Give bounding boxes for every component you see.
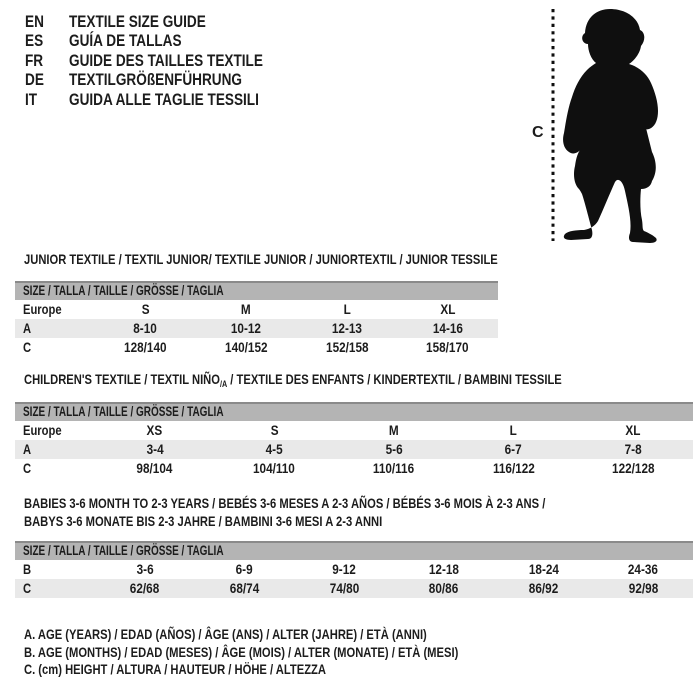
table-row-age-years (15, 440, 693, 459)
language-row-fr (25, 51, 311, 70)
table-row-height-cm (15, 579, 693, 598)
table-row-age-months (15, 560, 693, 579)
age-cell: 12-13 (331, 320, 362, 336)
size-cell: XL (440, 301, 456, 317)
table-row-height-cm (15, 338, 498, 357)
height-cell: 140/152 (224, 339, 268, 355)
size-header-bar: SIZE / TALLA / TAILLE / GRÖSSE / TAGLIA (15, 541, 693, 560)
table-row-europe (15, 300, 498, 319)
height-cell: 74/80 (329, 580, 359, 596)
language-label: GUIDE DES TAILLES TEXTILE (69, 50, 263, 70)
row-label: B (23, 561, 32, 577)
height-cell: 62/68 (130, 580, 160, 596)
height-cell: 80/86 (429, 580, 459, 596)
height-measure-label: C (532, 124, 544, 141)
age-cell: 9-12 (332, 561, 356, 577)
height-cell: 110/116 (373, 460, 415, 476)
size-cell: S (270, 422, 279, 438)
row-label: A (23, 441, 32, 457)
language-label: GUÍA DE TALLAS (69, 31, 182, 51)
size-header-bar: SIZE / TALLA / TAILLE / GRÖSSE / TAGLIA (15, 281, 498, 300)
row-label: C (23, 460, 32, 476)
height-cell: 104/110 (253, 460, 296, 476)
junior-size-table (15, 281, 498, 357)
age-cell: 3-4 (146, 441, 164, 457)
legend-age-months: B. AGE (MONTHS) / EDAD (MESES) / ÂGE (MOIS) / ALTER (MONATE) / ETÀ (MESI) (24, 643, 459, 660)
age-cell: 4-5 (265, 441, 283, 457)
toddler-silhouette-icon (563, 9, 658, 243)
age-cell: 6-7 (505, 441, 523, 457)
language-row-de (25, 70, 311, 89)
age-cell: 12-18 (428, 561, 459, 577)
age-cell: 7-8 (624, 441, 642, 457)
height-cell: 86/92 (528, 580, 559, 596)
age-cell: 24-36 (628, 561, 659, 577)
height-cell: 116/122 (492, 460, 535, 476)
size-cell: M (389, 422, 399, 438)
row-label: Europe (23, 301, 62, 317)
row-label: A (23, 320, 32, 336)
language-code: EN (25, 12, 44, 31)
babies-size-table (15, 541, 693, 598)
age-cell: 14-16 (432, 320, 463, 336)
row-label: C (23, 339, 32, 355)
language-row-it (25, 90, 311, 109)
age-cell: 18-24 (528, 561, 559, 577)
height-cell: 158/170 (426, 339, 469, 355)
row-label: C (23, 580, 32, 596)
age-cell: 10-12 (231, 320, 262, 336)
row-label: Europe (23, 422, 62, 438)
title-subscript: /A (219, 379, 228, 389)
section-title-babies: BABIES 3-6 MONTH TO 2-3 YEARS / BEBÉS 3-6 MESES A 2-3 AÑOS / BÉBÉS 3-6 MOIS À 2-3 ANS / BABYS 3-6 MONATE BIS 2-3 JAHRE / BAMBINI 3-6 MESI A 2-3 ANNI (24, 495, 546, 529)
size-cell: L (343, 301, 351, 317)
height-cell: 68/74 (229, 580, 260, 596)
section-title-junior: JUNIOR TEXTILE / TEXTIL JUNIOR/ TEXTILE JUNIOR / JUNIORTEXTIL / JUNIOR TESSILE (24, 251, 498, 267)
language-row-en (25, 12, 311, 31)
age-cell: 8-10 (133, 320, 158, 336)
size-cell: L (509, 422, 518, 438)
language-code: FR (25, 50, 44, 70)
legend-age-years: A. AGE (YEARS) / EDAD (AÑOS) / ÂGE (ANS) / ALTER (JAHRE) / ETÀ (ANNI) (24, 626, 427, 642)
language-label: TEXTILE SIZE GUIDE (69, 12, 206, 31)
section-title-children: CHILDREN'S TEXTILE / TEXTIL $NIÑO_{/A}$ / TEXTILE DES ENFANTS / KINDERTEXTIL / BAMBINI TESSILE (24, 371, 562, 389)
age-cell: 6-9 (236, 561, 254, 577)
table-row-europe (15, 421, 693, 440)
language-code: IT (25, 89, 38, 109)
size-cell: XS (146, 422, 163, 438)
language-list (25, 12, 311, 109)
size-cell: XL (625, 422, 641, 438)
size-cell: M (241, 301, 252, 317)
height-cell: 92/98 (628, 580, 658, 596)
height-cell: 128/140 (124, 339, 167, 355)
table-row-height-cm (15, 459, 693, 478)
table-row-age-years (15, 319, 498, 338)
size-header-bar: SIZE / TALLA / TAILLE / GRÖSSE / TAGLIA (15, 402, 693, 421)
language-code: DE (25, 70, 44, 90)
age-cell: 3-6 (136, 561, 154, 577)
height-cell: 122/128 (611, 460, 655, 476)
height-cell: 98/104 (136, 460, 173, 476)
children-size-table (15, 402, 693, 478)
height-cell: 152/158 (325, 339, 369, 355)
legend-height-cm: C. (cm) HEIGHT / ALTURA / HAUTEUR / HÖHE / ALTEZZA (24, 661, 326, 678)
size-cell: S (141, 301, 150, 317)
age-cell: 5-6 (385, 441, 403, 457)
legend (24, 626, 567, 679)
language-label: GUIDA ALLE TAGLIE TESSILI (69, 89, 259, 109)
language-label: TEXTILGRÖßENFÜHRUNG (69, 70, 243, 90)
language-row-es (25, 31, 311, 50)
language-code: ES (25, 31, 44, 51)
toddler-silhouette-figure (530, 5, 700, 248)
